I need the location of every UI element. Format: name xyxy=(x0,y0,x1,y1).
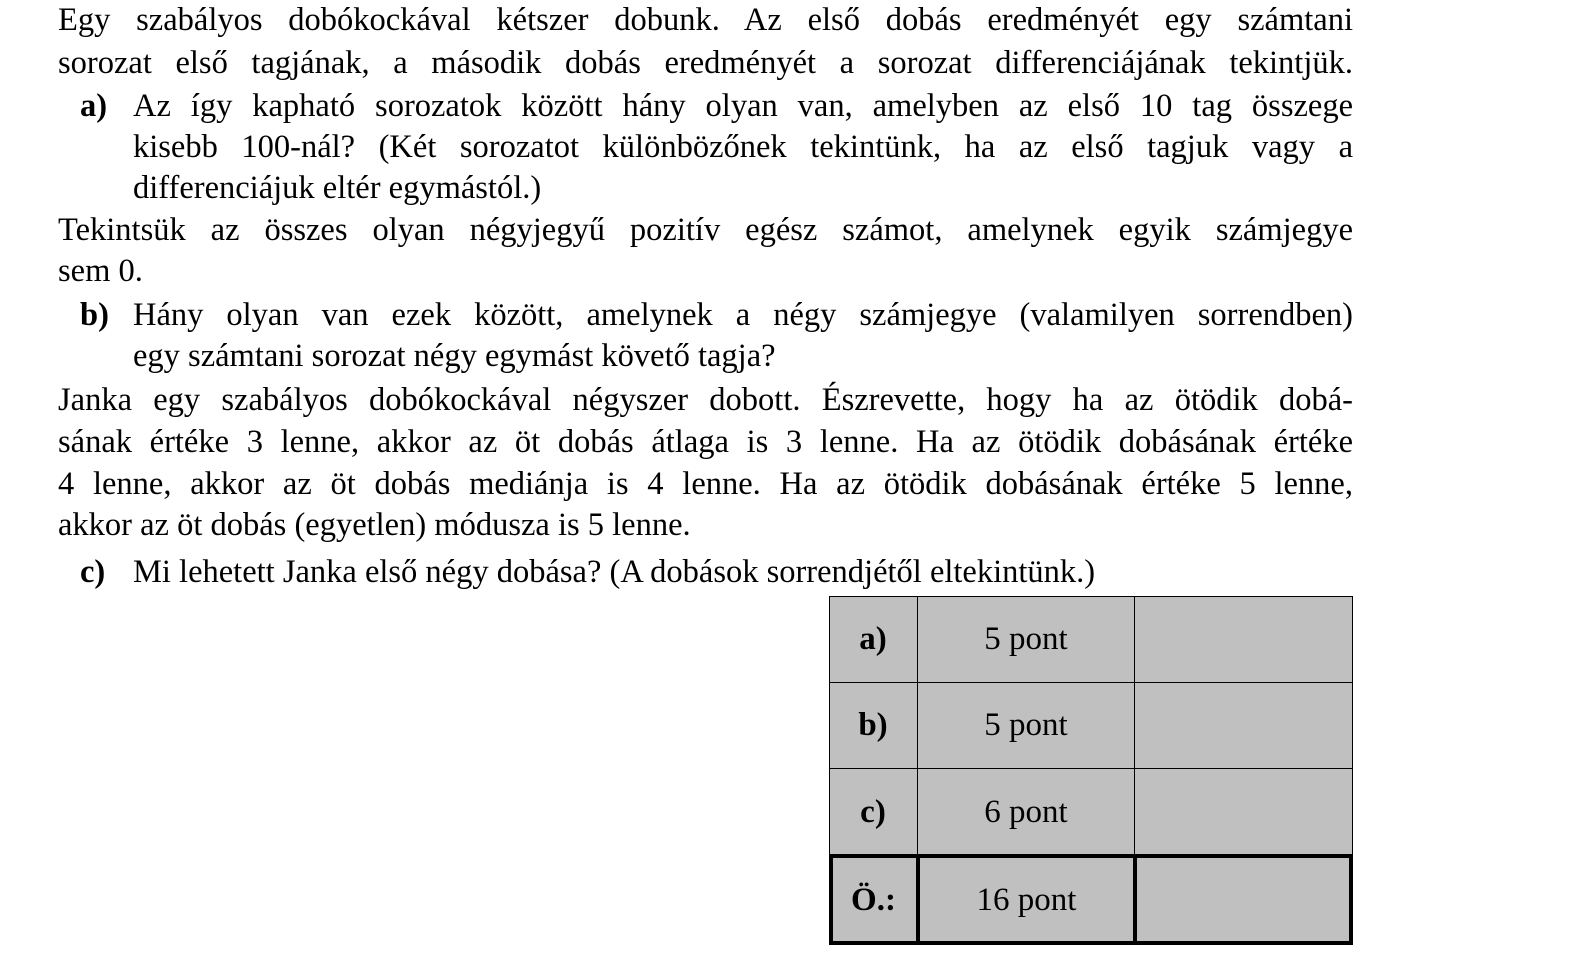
total-row-top-rule xyxy=(829,854,1353,858)
intro-c-line-4: akkor az öt dobás (egyetlen) módusza is 5 lenne. xyxy=(58,507,691,543)
intro-c-line-1: Janka egy szabályos dobókockával négyszer dobott. Észrevette, hogy ha az ötödik dobá- xyxy=(58,382,1353,418)
intro-c-line-2: sának értéke 3 lenne, akkor az öt dobás átlaga is 3 lenne. Ha az ötödik dobásának értéke xyxy=(58,424,1353,460)
part-c-label: c) xyxy=(80,554,106,590)
score-total-label: Ö.: xyxy=(851,882,896,918)
total-row-left-rule xyxy=(829,854,833,945)
score-points-a: 5 pont xyxy=(918,596,1135,683)
score-points-b: 5 pont xyxy=(918,683,1135,769)
intro-line-2: sorozat első tagjának, a második dobás eredményét a sorozat differenciájának tekintjük. xyxy=(58,45,1353,81)
score-earned-a[interactable] xyxy=(1135,596,1353,683)
score-total-points: 16 pont xyxy=(976,882,1077,918)
score-earned-c[interactable] xyxy=(1135,769,1353,856)
total-row-right-rule xyxy=(1349,854,1353,945)
total-row-bottom-rule xyxy=(829,941,1353,945)
intro-b-line-1: Tekintsük az összes olyan négyjegyű pozitív egész számot, amelynek egyik számjegye xyxy=(58,212,1353,248)
part-a-line-1: Az így kapható sorozatok között hány olyan van, amelyben az első 10 tag összege xyxy=(133,88,1353,124)
score-part-c: c) xyxy=(829,769,918,856)
part-a-line-2: kisebb 100-nál? (Két sorozatot különbözőnek tekintünk, ha az első tagjuk vagy a xyxy=(133,129,1353,165)
intro-c-line-3: 4 lenne, akkor az öt dobás mediánja is 4 lenne. Ha az ötödik dobásának értéke 5 lenne, xyxy=(58,466,1353,502)
part-a-line-3: differenciájuk eltér egymástól.) xyxy=(133,170,542,206)
score-earned-b[interactable] xyxy=(1135,683,1353,769)
part-b-line-2: egy számtani sorozat négy egymást követő tagja? xyxy=(133,338,776,374)
score-part-b: b) xyxy=(829,683,918,769)
score-points-c: 6 pont xyxy=(918,769,1135,856)
part-a-label: a) xyxy=(80,88,108,124)
intro-b-line-2: sem 0. xyxy=(58,253,143,289)
score-part-a: a) xyxy=(829,596,918,683)
intro-line-1: Egy szabályos dobókockával kétszer dobunk. Az első dobás eredményét egy számtani xyxy=(58,2,1353,38)
score-total-earned[interactable] xyxy=(1135,856,1353,945)
score-table xyxy=(829,596,1353,945)
part-b-label: b) xyxy=(80,297,109,333)
part-b-line-1: Hány olyan van ezek között, amelynek a négy számjegye (valamilyen sorrendben) xyxy=(133,297,1353,333)
total-row-divider-2 xyxy=(1133,854,1137,945)
part-c-line-1: Mi lehetett Janka első négy dobása? (A dobások sorrendjétől eltekintünk.) xyxy=(133,554,1096,590)
total-row-divider-1 xyxy=(916,854,920,945)
